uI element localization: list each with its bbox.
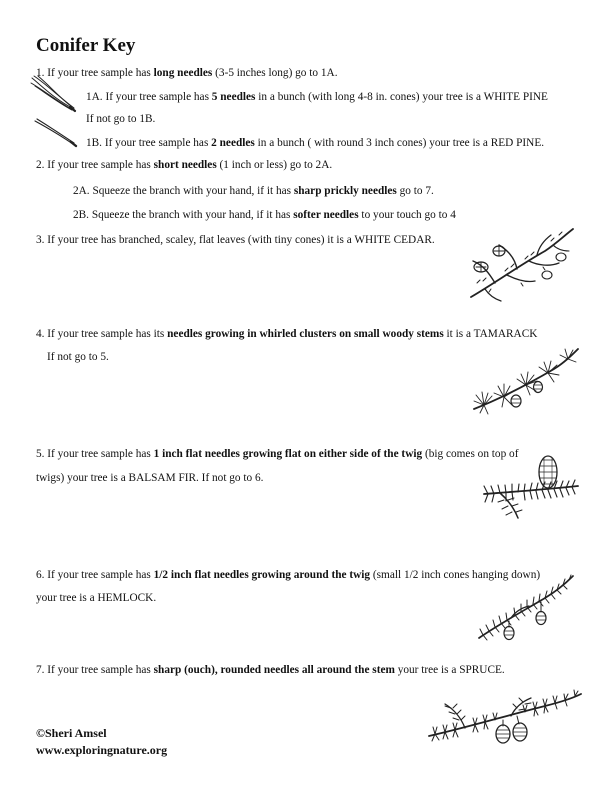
key-text-segment: 2A. Squeeze the branch with your hand, if it has <box>73 185 294 197</box>
key-emphasis: 5 needles <box>211 91 256 103</box>
key-text-segment: 6. If your tree sample has <box>36 569 154 581</box>
balsam-fir-branch-icon <box>480 456 582 526</box>
website-link[interactable]: www.exploringnature.org <box>36 743 168 757</box>
key-line-3 <box>36 233 435 247</box>
key-line-5-cont <box>36 471 264 485</box>
white-pine-needles-icon <box>30 74 76 112</box>
key-text-segment: in a bunch (with long 4-8 in. cones) your tree is a WHITE PINE <box>255 91 548 103</box>
key-text-segment: 7. If your tree sample has <box>36 664 154 676</box>
key-line-4-not <box>47 350 109 364</box>
key-text-segment: (big comes on top of <box>422 448 519 460</box>
key-text-segment: your tree is a HEMLOCK. <box>36 592 157 604</box>
key-text-segment: your tree is a SPRUCE. <box>394 664 505 676</box>
key-line-6-cont <box>36 591 156 605</box>
key-emphasis: softer needles <box>293 209 359 221</box>
key-line-1 <box>36 66 338 80</box>
key-emphasis: 1 inch flat needles growing flat on either side of the twig <box>153 448 423 460</box>
key-line-1a-not <box>86 112 155 126</box>
red-pine-needles-icon <box>33 118 77 148</box>
key-text-segment: 3. If your tree has branched, scaley, flat leaves (with tiny cones) it is a WHITE CEDAR. <box>36 234 435 246</box>
key-emphasis: short needles <box>153 159 217 171</box>
tamarack-branch-icon <box>470 343 580 421</box>
page-title: Conifer Key <box>36 35 136 56</box>
key-line-2 <box>36 158 332 172</box>
key-line-1b <box>86 136 544 150</box>
key-emphasis: sharp (ouch), rounded needles all around the stem <box>153 664 395 676</box>
key-text-segment: go to 7. <box>396 185 434 197</box>
key-line-2a <box>73 184 434 198</box>
key-text-segment: 4. If your tree sample has its <box>36 328 168 340</box>
key-text-segment: 1. If your tree sample has <box>36 67 154 79</box>
key-text-segment: 5. If your tree sample has <box>36 448 154 460</box>
hemlock-branch-icon <box>475 572 575 648</box>
key-line-1a <box>86 90 548 104</box>
key-text-segment: If not go to 5. <box>47 351 109 363</box>
key-text-segment: 2. If your tree sample has <box>36 159 154 171</box>
key-text-segment: twigs) your tree is a BALSAM FIR. If not go to 6. <box>36 472 264 484</box>
key-line-4 <box>36 327 537 341</box>
key-text-segment: (1 inch or less) go to 2A. <box>216 159 333 171</box>
key-emphasis: 1/2 inch flat needles growing around the twig <box>153 569 371 581</box>
key-line-6 <box>36 568 540 582</box>
key-text-segment: in a bunch ( with round 3 inch cones) your tree is a RED PINE. <box>254 137 545 149</box>
key-emphasis: long needles <box>153 67 213 79</box>
key-text-segment: to your touch go to 4 <box>358 209 456 221</box>
white-cedar-branch-icon <box>465 225 577 305</box>
key-text-segment: If not go to 1B. <box>86 113 156 125</box>
key-line-7 <box>36 663 505 677</box>
key-text-segment: (small 1/2 inch cones hanging down) <box>370 569 541 581</box>
key-text-segment: it is a TAMARACK <box>443 328 538 340</box>
key-emphasis: sharp prickly needles <box>293 185 397 197</box>
key-text-segment: 2B. Squeeze the branch with your hand, if it has <box>73 209 294 221</box>
key-text-segment: 1A. If your tree sample has <box>86 91 212 103</box>
key-line-5 <box>36 447 518 461</box>
key-line-2b <box>73 208 456 222</box>
key-emphasis: 2 needles <box>211 137 255 149</box>
key-text-segment: 1B. If your tree sample has <box>86 137 212 149</box>
key-text-segment: (3-5 inches long) go to 1A. <box>212 67 338 79</box>
key-emphasis: needles growing in whirled clusters on small woody stems <box>167 328 444 340</box>
spruce-branch-icon <box>425 680 585 748</box>
copyright-author: ©Sheri Amsel <box>36 726 107 740</box>
